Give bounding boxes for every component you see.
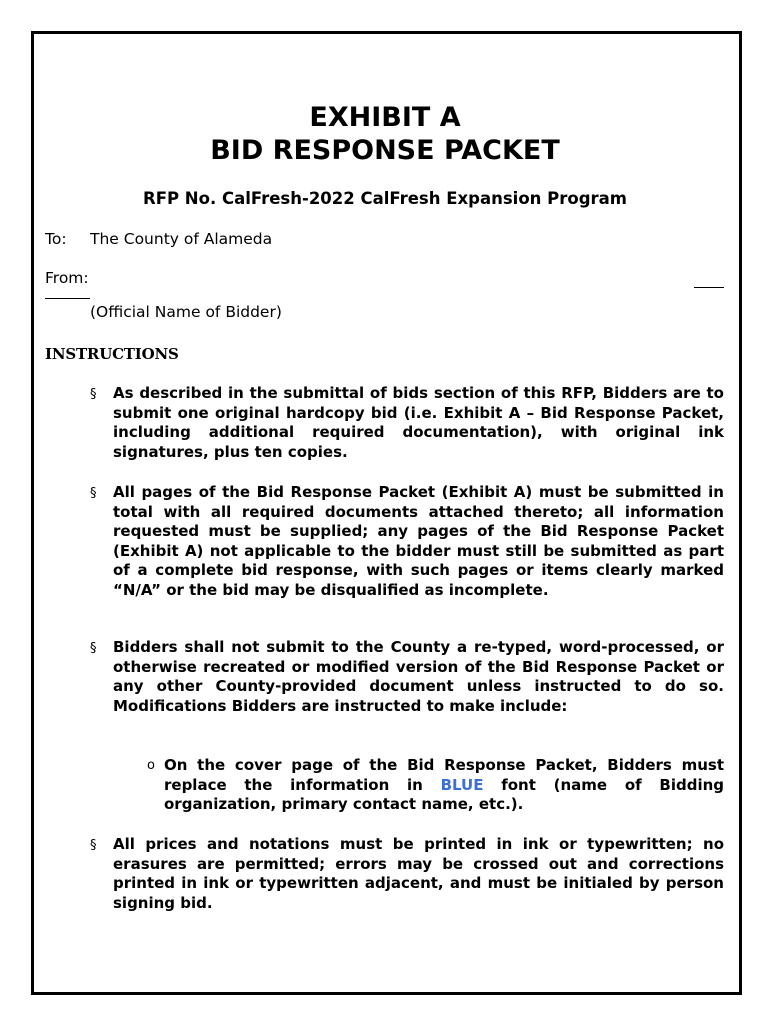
from-signature-line-end [694,287,724,288]
exhibit-title: EXHIBIT A [309,102,461,133]
instruction-item-4: All prices and notations must be printed in ink or typewritten; no erasures are permitted; errors may be crossed out and corrections printed in ink or typewritten adjacent, and must be initialed by person signing bid. [113,835,724,912]
sub-item-text-before: On the cover page of the Bid Response Packet, Bidders must replace the information in [164,756,724,794]
section-bullet: § [90,838,97,853]
sub-bullet: o [147,758,155,773]
section-bullet: § [90,387,97,402]
bidder-name-caption: (Official Name of Bidder) [90,303,282,321]
instruction-item-2: All pages of the Bid Response Packet (Exhibit A) must be submitted in total with all required documents attached thereto; all information requested must be supplied; any pages of the Bid Response Packet (Exhibit A) not applicable to the bidder must still be submitted as part of a complete bid response, with such pages or items clearly marked “N/A” or the bid may be disqualified as incomplete. [113,483,724,599]
sub-item-text-after: font (name of Bidding organization, primary contact name, etc.). [164,775,725,813]
packet-title: BID RESPONSE PACKET [210,135,560,166]
section-bullet: § [90,641,97,656]
from-label: From: [45,269,89,287]
instruction-item-1: As described in the submittal of bids section of this RFP, Bidders are to submit one original hardcopy bid (i.e. Exhibit A – Bid Response Packet, including additional required documentation), with original ink signatures, plus ten copies. [113,384,724,461]
to-label: To: [45,230,67,248]
instruction-sub-item [164,756,724,815]
rfp-subtitle: RFP No. CalFresh-2022 CalFresh Expansion Program [142,189,627,208]
instruction-item-3: Bidders shall not submit to the County a re-typed, word-processed, or otherwise recreated or modified version of the Bid Response Packet or any other County-provided document unless instructed to do so. Modifications Bidders are instructed to make include: [113,638,724,715]
instructions-heading: INSTRUCTIONS [45,345,179,363]
from-signature-line-start [45,298,90,299]
blue-font-highlight: BLUE [440,775,484,794]
to-value: The County of Alameda [90,230,273,248]
section-bullet: § [90,486,97,501]
